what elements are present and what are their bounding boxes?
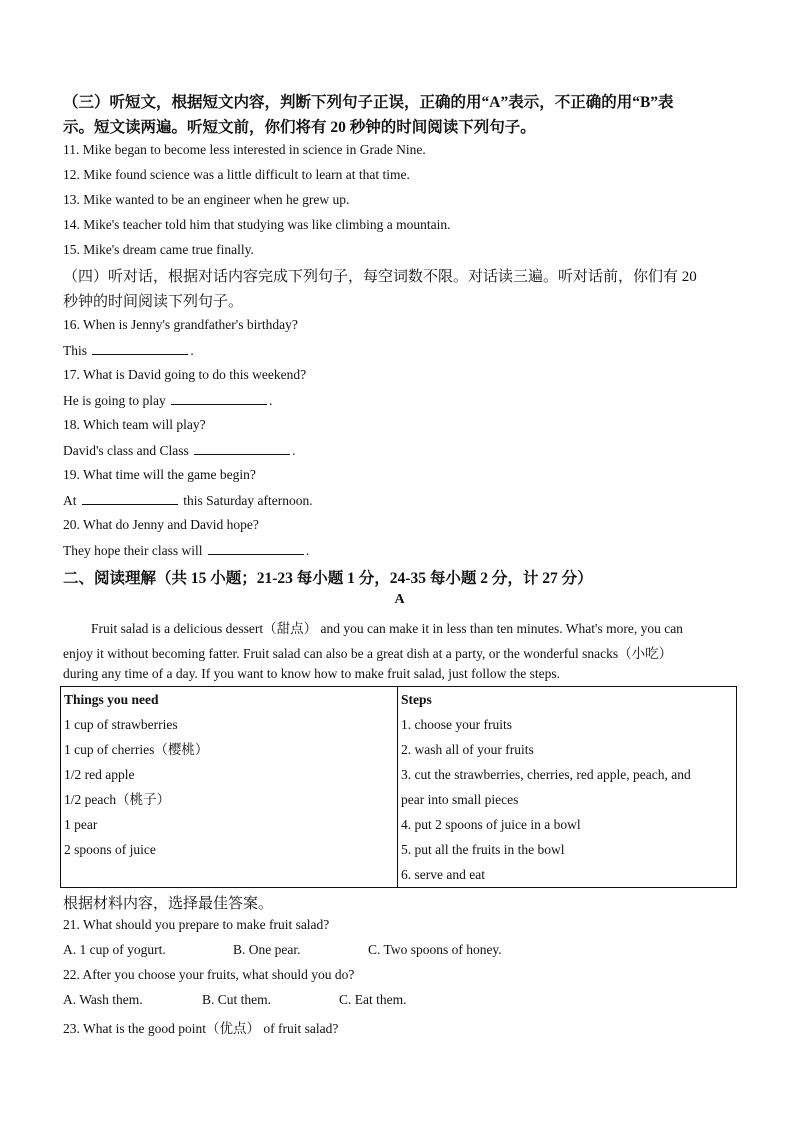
answer-17-line [63,392,736,409]
question-20: 20. What do Jenny and David hope? [63,517,259,532]
things-item: 2 spoons of juice [64,842,156,857]
answer-18-line [63,442,736,459]
question-13: 13. Mike wanted to be an engineer when he grew up. [63,192,350,207]
step-item: pear into small pieces [401,792,519,807]
answer-19-suffix: this Saturday afternoon. [183,493,313,508]
section4-heading-line1: （四）听对话，根据对话内容完成下列句子，每空词数不限。对话读三遍。听对话前，你们有 20 [63,269,697,285]
answer-20-prefix: They hope their class will [63,543,203,558]
steps-header: Steps [401,692,432,707]
q22-option-a[interactable]: A. Wash them. [63,992,143,1007]
q21-option-c[interactable]: C. Two spoons of honey. [368,942,502,957]
q21-option-a[interactable]: A. 1 cup of yogurt. [63,942,166,957]
question-12: 12. Mike found science was a little difficult to learn at that time. [63,167,410,182]
question-15: 15. Mike's dream came true finally. [63,242,254,257]
q21-option-b[interactable]: B. One pear. [233,942,301,957]
step-item: 6. serve and eat [401,867,485,882]
step-item: 4. put 2 spoons of juice in a bowl [401,817,581,832]
things-item: 1/2 peach（桃子） [64,792,171,807]
reading-instruction: 根据材料内容，选择最佳答案。 [63,896,274,912]
question-23: 23. What is the good point（优点） of fruit salad? [63,1021,339,1036]
things-item: 1/2 red apple [64,767,135,782]
things-item: 1 cup of cherries（樱桃） [64,742,209,757]
q22-option-b[interactable]: B. Cut them. [202,992,272,1007]
passage-line3: during any time of a day. If you want to know how to make fruit salad, just follow the steps. [63,666,561,681]
question-18: 18. Which team will play? [63,417,206,432]
step-item: 2. wash all of your fruits [401,742,534,757]
steps-column [398,687,737,888]
answer-18-prefix: David's class and Class [63,443,189,458]
things-column [61,687,398,888]
answer-19-line [63,492,736,509]
answer-16-suffix: . [190,343,194,358]
q22-option-c[interactable]: C. Eat them. [339,992,407,1007]
answer-20-suffix: . [305,543,310,558]
passage-label: A [394,592,405,607]
fruit-salad-table [60,686,737,888]
answer-16-prefix: This [63,343,88,358]
question-17: 17. What is David going to do this weekend? [63,367,307,382]
question-21-options [63,942,736,962]
answer-17-suffix: . [269,393,273,408]
question-11: 11. Mike began to become less interested in science in Grade Nine. [63,142,426,157]
answer-19-prefix: At [63,493,77,508]
passage-line1: Fruit salad is a delicious dessert（甜点） and you can make it in less than ten minutes. What's more, you can [91,621,683,636]
answer-16-blank[interactable] [92,342,188,355]
question-21: 21. What should you prepare to make fruit salad? [63,917,330,932]
reading-section-heading: 二、阅读理解（共 15 小题；21-23 每小题 1 分，24-35 每小题 2 分，计 27 分） [63,570,593,587]
things-item: 1 pear [64,817,98,832]
answer-18-blank[interactable] [194,442,290,455]
question-19: 19. What time will the game begin? [63,467,256,482]
step-item: 5. put all the fruits in the bowl [401,842,565,857]
question-22: 22. After you choose your fruits, what should you do? [63,967,355,982]
question-22-options [63,992,736,1012]
question-14: 14. Mike's teacher told him that studying was like climbing a mountain. [63,217,451,232]
passage-line2: enjoy it without becoming fatter. Fruit salad can also be a great dish at a party, or the wonderful snacks（小吃） [63,646,673,661]
step-item: 1. choose your fruits [401,717,512,732]
answer-18-suffix: . [292,443,296,458]
section3-heading-line1: （三）听短文，根据短文内容，判断下列句子正误，正确的用“A”表示，不正确的用“B”表 [63,94,674,111]
things-header: Things you need [64,692,159,707]
answer-20-blank[interactable] [208,542,304,555]
section4-heading-line2: 秒钟的时间阅读下列句子。 [63,294,244,310]
section3-heading-line2: 示。短文读两遍。听短文前，你们将有 20 秒钟的时间阅读下列句子。 [63,119,536,136]
step-item: 3. cut the strawberries, cherries, red apple, peach, and [401,767,691,782]
answer-17-prefix: He is going to play [63,393,166,408]
question-16: 16. When is Jenny's grandfather's birthday? [63,317,298,332]
answer-17-blank[interactable] [171,392,267,405]
answer-20-line [63,542,736,559]
things-item: 1 cup of strawberries [64,717,178,732]
answer-19-blank[interactable] [82,492,178,505]
answer-16-line [63,342,736,359]
